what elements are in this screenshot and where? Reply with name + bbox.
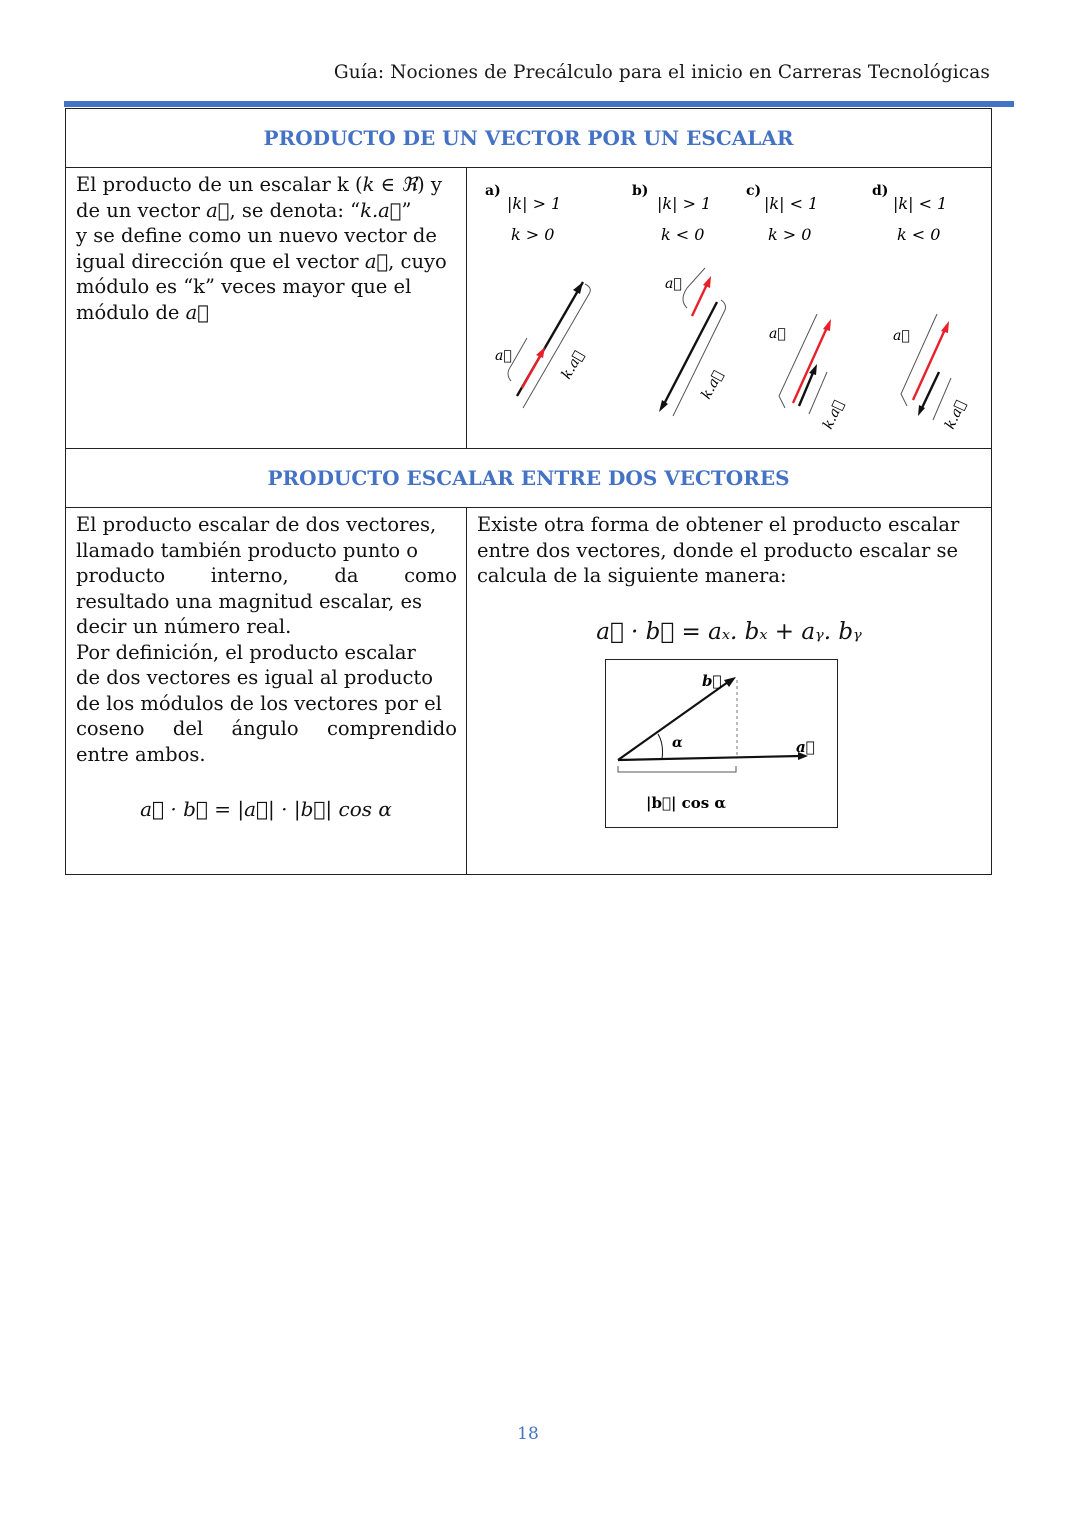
projection-bracket (618, 766, 736, 772)
s1-line5: módulo es “k” veces mayor que el (76, 275, 412, 298)
case-c-a-arrowhead (823, 319, 831, 331)
dot-product-formula-modules: a⃗ · b⃗ = |a⃗| · |b⃗| cos α (140, 797, 392, 821)
s2-left-line: coseno del ángulo comprendido (76, 717, 457, 740)
s2-left-line: de dos vectores es igual al producto (76, 666, 433, 689)
vector-a-label: a⃗ (796, 737, 815, 756)
case-c-cond2: k > 0 (768, 225, 812, 244)
case-a-cond2: k > 0 (511, 225, 555, 244)
vector-b-arrowhead (724, 677, 736, 687)
s2-left-line: llamado también producto punto o (76, 538, 419, 562)
case-b-k-arrowhead (659, 400, 668, 412)
section1-definition (66, 168, 466, 325)
case-b-kvec-label: k.a⃗ (698, 368, 727, 402)
case-c-kvec-label: k.a⃗ (820, 398, 848, 432)
case-c-vec-label: a⃗ (769, 326, 786, 342)
section2-heading-row (66, 449, 992, 508)
page-number: 18 (517, 1424, 539, 1444)
s1-line6-math: a⃗ (185, 300, 209, 324)
case-d-label: d) (872, 183, 889, 199)
case-b-brace-a (683, 268, 705, 308)
header-title: Guía: Nociones de Precálculo para el inicio en Carreras Tecnológicas (333, 62, 990, 83)
dot-product-formula-components: a⃗ · b⃗ = aₓ. bₓ + aᵧ. bᵧ (596, 618, 862, 645)
s2-left-line: decir un número real. (76, 615, 292, 638)
section2-left-cell (66, 508, 467, 875)
case-a-k-arrowhead (573, 282, 583, 294)
case-c-a-vector (793, 323, 829, 403)
s2-left-line: resultado una magnitud escalar, es (76, 589, 423, 613)
section2-right-cell (467, 508, 992, 875)
projection-diagram (605, 659, 838, 828)
case-d-cond1: |k| < 1 (893, 194, 948, 213)
s2-left-line: Por definición, el producto escalar (76, 640, 416, 664)
case-a-vec-label: a⃗ (495, 348, 512, 364)
section2-definition (66, 508, 466, 767)
case-a-a-arrowhead (536, 347, 545, 358)
case-b-brace-k (673, 300, 726, 416)
s2-right-line: calcula de la siguiente manera: (477, 564, 787, 587)
s2-right-line: Existe otra forma de obtener el producto escalar (477, 513, 960, 536)
section2-row (66, 508, 992, 875)
case-a-kvec-label: k.a⃗ (558, 348, 588, 382)
case-c-cond1: |k| < 1 (764, 194, 819, 213)
s2-left-line: entre ambos. (76, 742, 206, 766)
s1-line3: y se define como un nuevo vector de (76, 224, 437, 247)
header-rule (64, 101, 1014, 107)
angle-arc (658, 734, 663, 759)
s1-line2-math2: k.a⃗ (360, 198, 402, 222)
angle-label: α (672, 734, 683, 751)
s1-line1-math: k ∈ ℜ (362, 173, 418, 196)
case-b-vec-label: a⃗ (665, 276, 682, 292)
case-c-label: c) (746, 183, 762, 199)
case-d-kvec-label: k.a⃗ (942, 398, 970, 432)
vector-b-label: b⃗ (702, 671, 722, 690)
case-a-label: a) (485, 183, 501, 199)
content-table (65, 108, 992, 875)
s1-line1-a: El producto de un escalar k ( (76, 173, 363, 196)
case-d-cond2: k < 0 (897, 225, 941, 244)
s2-right-line: entre dos vectores, donde el producto escalar se (477, 538, 959, 562)
case-b-a-arrowhead (703, 276, 711, 288)
s1-line4-b: , cuyo (388, 249, 447, 273)
s1-line2-math: a⃗ (206, 198, 230, 222)
case-d-vec-label: a⃗ (893, 328, 910, 344)
case-b-label: b) (632, 183, 649, 199)
section1-heading-row (66, 109, 992, 168)
section1-row (66, 168, 992, 449)
case-b-cond1: |k| > 1 (657, 194, 712, 213)
section2-alt-definition (467, 508, 991, 589)
s1-line2-c: ” (401, 198, 412, 222)
case-b-cond2: k < 0 (661, 225, 705, 244)
s1-line2-a: de un vector (76, 198, 207, 222)
case-d-a-arrowhead (941, 321, 949, 333)
s1-line1-b: ) y (417, 173, 442, 196)
s2-left-line: de los módulos de los vectores por el (76, 691, 442, 715)
section2-heading: PRODUCTO ESCALAR ENTRE DOS VECTORES (66, 449, 992, 508)
case-a-brace-k (523, 284, 590, 408)
section1-heading: PRODUCTO DE UN VECTOR POR UN ESCALAR (66, 109, 992, 168)
s2-left-line: El producto escalar de dos vectores, (76, 513, 437, 536)
s1-line4-a: igual dirección que el vector (76, 249, 365, 273)
s1-line2-b: , se denota: “ (229, 198, 361, 222)
s1-line4-math: a⃗ (364, 249, 389, 273)
vector-a-line (618, 756, 800, 760)
section1-figure-cell (467, 168, 992, 449)
scalar-multiplication-figure (467, 168, 990, 444)
s1-line6-a: módulo de (76, 300, 186, 324)
case-a-cond1: |k| > 1 (507, 194, 562, 213)
projection-label: |b⃗| cos α (646, 793, 726, 812)
projection-diagram-svg (606, 660, 837, 827)
s2-left-line: producto interno, da como (76, 564, 457, 587)
section1-text-cell (66, 168, 467, 449)
case-d-k-arrowhead (918, 405, 925, 416)
